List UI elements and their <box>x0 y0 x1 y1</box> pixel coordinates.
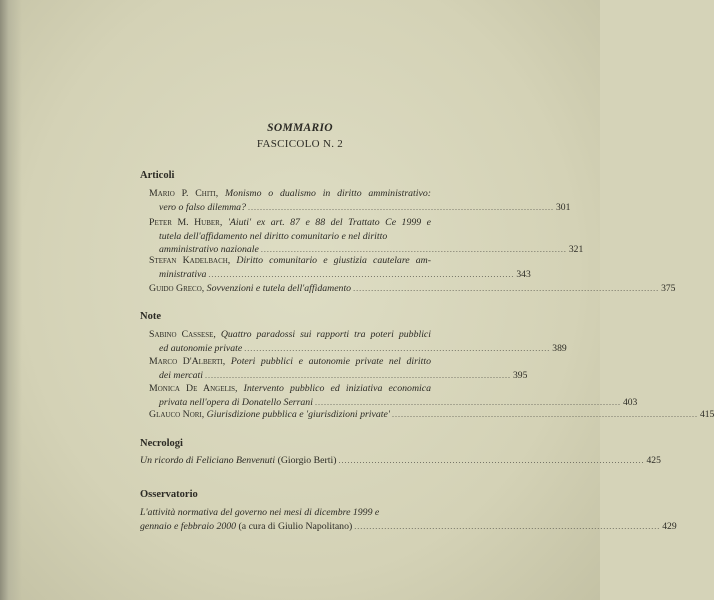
entry-author: Sabino Cassese, <box>149 329 216 340</box>
entry-page: 415 <box>699 409 714 420</box>
toc-entry[interactable]: Un ricordo di Feliciano Benvenuti (Giorgio Berti) ...................................................................................................... 425 <box>140 455 661 466</box>
entry-title: Giurisdizione pubblica e 'giurisdizioni private' <box>206 409 390 420</box>
entry-title-cont: ed autonomie private <box>159 342 243 354</box>
entry-page: 395 <box>512 369 528 381</box>
entry-author: Peter M. Huber, <box>149 217 223 228</box>
entry-title: Sovvenzioni e tutela dell'affidamento <box>206 283 352 294</box>
entry-title: Quattro paradossi sui rapporti tra poteri pubblici <box>220 329 431 340</box>
toc-entry[interactable]: Sabino Cassese, Quattro paradossi sui rapporti tra poteri pubblici ed autonomie private ...................................................................................................... 389 <box>149 329 567 354</box>
entry-author: Marco D'Alberti, <box>149 356 226 367</box>
toc-entry[interactable]: Stefan Kadelbach, Diritto comunitario e giustizia cautelare am- ministrativa ...................................................................................................... 343 <box>149 255 531 280</box>
entry-author: Mario P. Chiti, <box>149 188 219 199</box>
entry-title-cont: amministrativo nazionale <box>159 244 259 255</box>
section-title-note: Note <box>140 311 161 322</box>
entry-author: (Giorgio Berti) <box>277 455 337 466</box>
entry-author: Glauco Nori, <box>149 409 205 420</box>
entry-page: 301 <box>555 201 571 213</box>
entry-curator: (a cura di Giulio Napolitano) <box>238 520 353 532</box>
page-title: SOMMARIO <box>267 122 333 134</box>
entry-title: 'Aiuti' ex art. 87 e 88 del Trattato Ce 1999 e <box>227 217 431 228</box>
entry-title: Intervento pubblico ed iniziativa economica <box>243 383 431 394</box>
entry-title-cont: gennaio e febbraio 2000 <box>140 520 237 532</box>
entry-author: Stefan Kadelbach, <box>149 255 231 266</box>
section-title-osservatorio: Osservatorio <box>140 489 198 500</box>
entry-title: Poteri pubblici e autonomie private nel diritto <box>230 356 431 367</box>
entry-title: L'attività normativa del governo nei mesi di dicembre 1999 e <box>140 507 380 518</box>
entry-page: 389 <box>552 342 567 354</box>
entry-page: 321 <box>568 244 584 255</box>
toc-entry[interactable]: Marco D'Alberti, Poteri pubblici e autonomie private nel diritto dei mercati ...................................................................................................... 395 <box>149 356 528 381</box>
page-subtitle: FASCICOLO N. 2 <box>256 138 344 150</box>
entry-page: 429 <box>662 520 677 532</box>
toc-entry[interactable]: Monica De Angelis, Intervento pubblico ed iniziativa economica privata nell'opera di Donatello Serrani ...................................................................................................... 403 <box>149 383 638 408</box>
entry-title: Monismo o dualismo in diritto amministrativo: <box>225 188 431 199</box>
entry-title-cont: vero o falso dilemma? <box>159 201 246 213</box>
toc-entry[interactable]: Glauco Nori, Giurisdizione pubblica e 'giurisdizioni private' ...................................................................................................... 415 <box>149 409 714 420</box>
section-title-articoli: Articoli <box>140 170 175 181</box>
toc-entry[interactable]: Guido Greco, Sovvenzioni e tutela dell'affidamento ...................................................................................................... 375 <box>149 283 676 294</box>
page-edge-shadow <box>0 0 22 600</box>
toc-entry[interactable]: Mario P. Chiti, Monismo o dualismo in diritto amministrativo: vero o falso dilemma? ...................................................................................................... 301 <box>149 188 571 213</box>
entry-page: 403 <box>622 396 638 408</box>
entry-page: 425 <box>646 455 661 466</box>
entry-title-cont: privata nell'opera di Donatello Serrani <box>159 396 313 408</box>
entry-title-cont: tutela dell'affidamento nel diritto comunitario e nel diritto <box>159 230 388 242</box>
section-title-necrologi: Necrologi <box>140 438 183 449</box>
toc-entry[interactable]: Peter M. Huber, 'Aiuti' ex art. 87 e 88 del Trattato Ce 1999 e tutela dell'affidamento nel diritto comunitario e nel diritto amministrativo nazionale ...................................................................................................... 321 <box>149 217 584 255</box>
entry-page: 375 <box>661 283 676 294</box>
entry-title-cont: ministrativa <box>159 268 207 280</box>
entry-title: Diritto comunitario e giustizia cautelare am- <box>236 255 431 266</box>
entry-page: 343 <box>516 268 531 280</box>
entry-author: Guido Greco, <box>149 283 205 294</box>
entry-title-cont: dei mercati <box>159 369 203 381</box>
entry-author: Monica De Angelis, <box>149 383 238 394</box>
entry-title: Un ricordo di Feliciano Benvenuti <box>140 455 276 466</box>
toc-entry[interactable]: L'attività normativa del governo nei mesi di dicembre 1999 e gennaio e febbraio 2000 (a cura di Giulio Napolitano) ...................................................................................................... 429 <box>140 507 677 532</box>
